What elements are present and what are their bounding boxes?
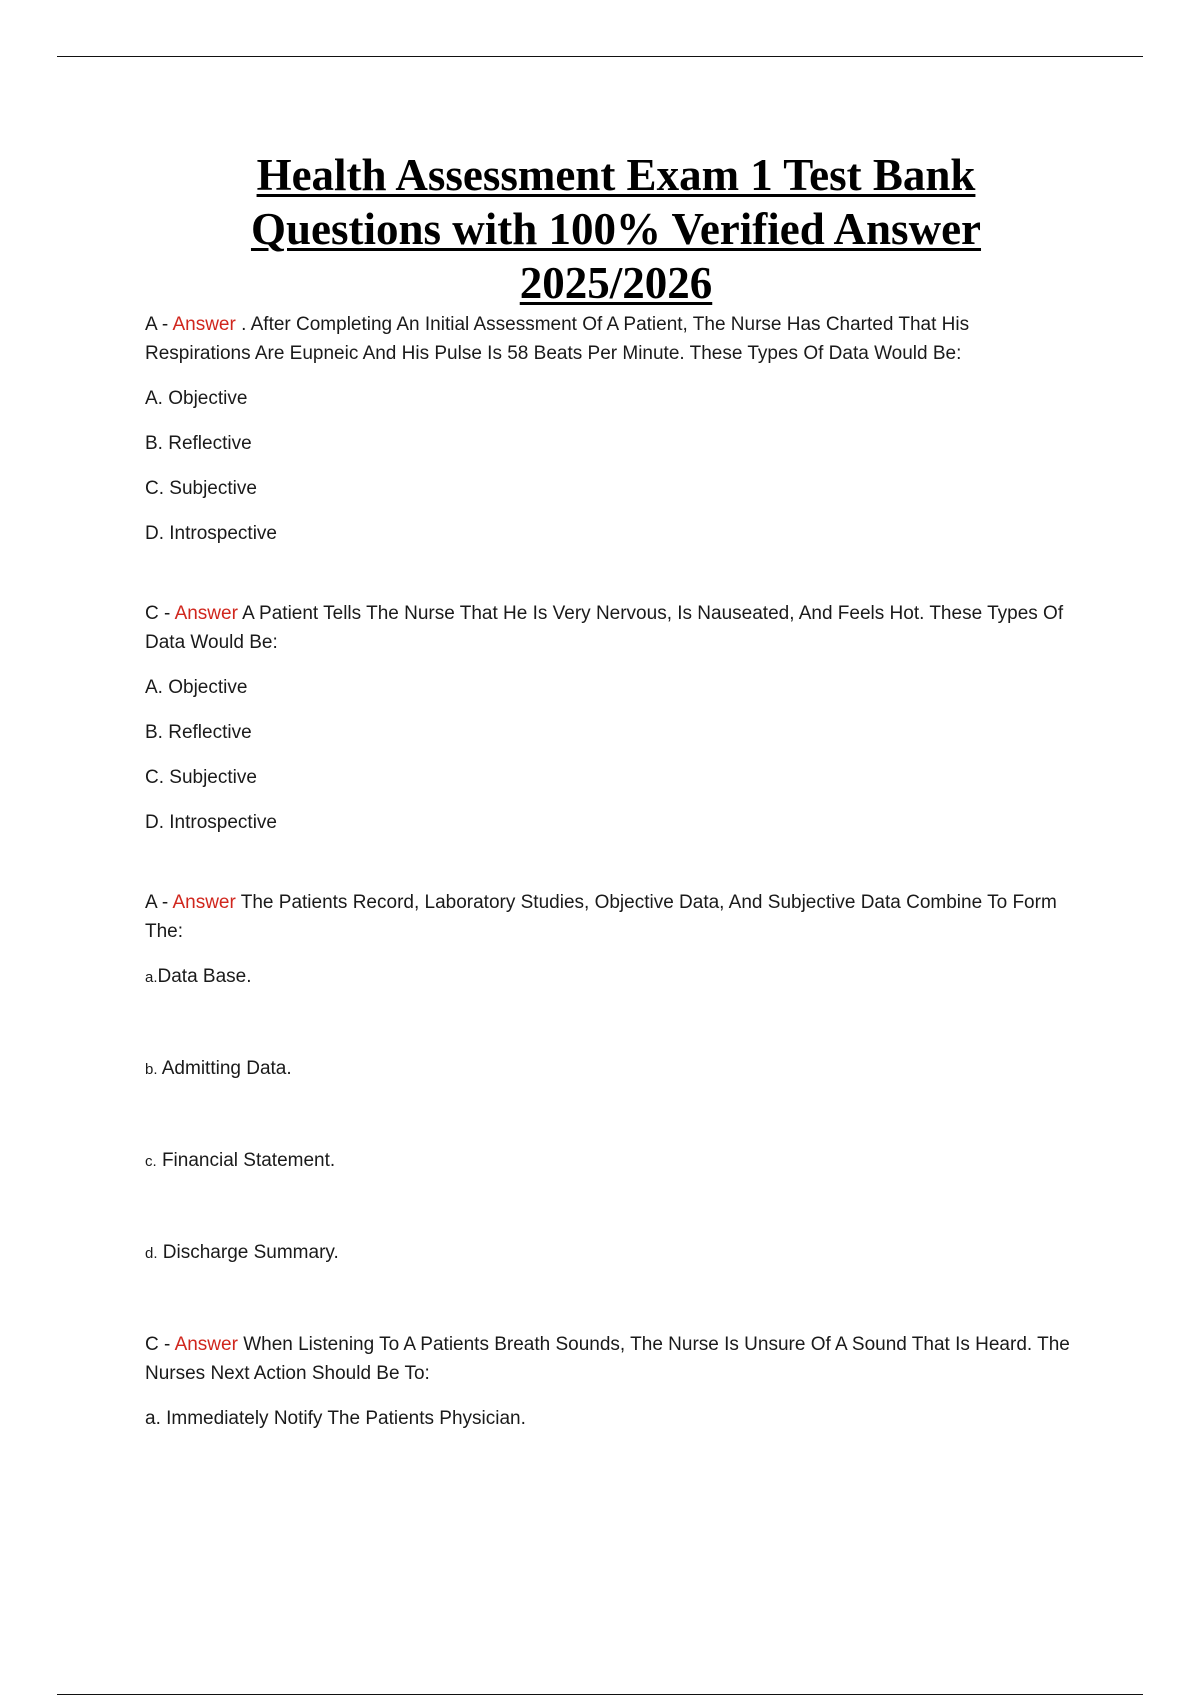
option-data-base <box>145 962 1075 992</box>
option-text: A. Objective <box>145 677 248 698</box>
question-1-text <box>145 310 1075 368</box>
option-text: A. Objective <box>145 388 248 409</box>
option-text: C. Subjective <box>145 767 257 788</box>
option-text: Discharge Summary. <box>157 1242 339 1263</box>
question-4 <box>145 1330 1075 1433</box>
option-text: B. Reflective <box>145 433 252 454</box>
question-2-text <box>145 599 1075 657</box>
answer-label: Answer <box>174 603 238 624</box>
question-list <box>145 310 1075 1433</box>
bottom-rule <box>57 1694 1143 1695</box>
question-1 <box>145 310 1075 548</box>
question-1-answer-prefix: A - <box>145 314 173 335</box>
option-text: D. Introspective <box>145 523 277 544</box>
option-label: b. <box>145 1061 158 1078</box>
answer-label: Answer <box>172 314 236 335</box>
question-3-answer-prefix: A - <box>145 892 173 913</box>
title-line-1: Health Assessment Exam 1 Test Bank <box>256 150 976 200</box>
option-admitting-data <box>145 1054 1075 1084</box>
option-financial-statement <box>145 1146 1075 1176</box>
question-3 <box>145 888 1075 1268</box>
option-discharge-summary <box>145 1238 1075 1268</box>
top-rule <box>57 56 1143 57</box>
option-text: B. Reflective <box>145 722 252 743</box>
answer-label: Answer <box>172 892 236 913</box>
question-4-text <box>145 1330 1075 1388</box>
option-text: a. Immediately Notify The Patients Physician. <box>145 1408 526 1429</box>
question-4-answer-prefix: C - <box>145 1334 175 1355</box>
option-text: D. Introspective <box>145 812 277 833</box>
option-text: Admitting Data. <box>157 1058 292 1079</box>
question-4-stem: When Listening To A Patients Breath Sounds, The Nurse Is Unsure Of A Sound That Is Heard. The Nurses Next Action Should Be To: <box>145 1334 1070 1384</box>
option-text: Financial Statement. <box>156 1150 336 1171</box>
option-label: a. <box>145 969 158 986</box>
option-label: c. <box>145 1153 157 1170</box>
question-2-stem: A Patient Tells The Nurse That He Is Very Nervous, Is Nauseated, And Feels Hot. These Types Of Data Would Be: <box>145 603 1064 653</box>
question-3-stem: The Patients Record, Laboratory Studies, Objective Data, And Subjective Data Combine To Form The: <box>145 892 1057 942</box>
option-text: C. Subjective <box>145 478 257 499</box>
title-line-3: 2025/2026 <box>519 258 713 308</box>
document-title <box>0 148 1200 310</box>
option-text: Data Base. <box>157 966 252 987</box>
question-2-answer-prefix: C - <box>145 603 175 624</box>
question-2 <box>145 599 1075 837</box>
title-line-2: Questions with 100% Verified Answer <box>250 204 982 254</box>
option-label: d. <box>145 1245 158 1262</box>
question-3-text <box>145 888 1075 946</box>
question-1-stem: . After Completing An Initial Assessment Of A Patient, The Nurse Has Charted That His Respirations Are Eupneic And His Pulse Is 58 Beats Per Minute. These Types Of Data Would Be: <box>145 314 970 364</box>
answer-label: Answer <box>174 1334 238 1355</box>
